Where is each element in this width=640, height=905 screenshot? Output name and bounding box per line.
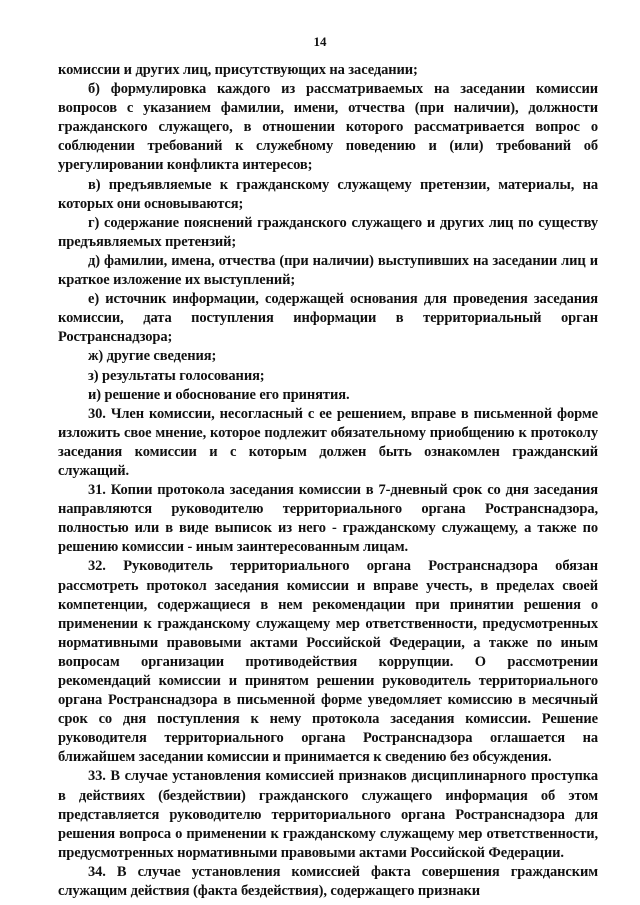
paragraph-item-e: е) источник информации, содержащей основания для проведения заседания комиссии, дата поступления информации в территориальный орган Ространснадзора; xyxy=(58,291,598,346)
paragraph-item-z: з) результаты голосования; xyxy=(88,367,265,384)
paragraph-continuation: комиссии и других лиц, присутствующих на заседании; xyxy=(58,62,418,78)
paragraph-clause-30: 30. Член комиссии, несогласный с ее решением, вправе в письменной форме изложить свое мнение, которое подлежит обязательному приобщению к протоколу заседания комиссии и с которым должен быть ознакомлен гражданский служащий. xyxy=(58,405,598,479)
document-body xyxy=(58,61,598,901)
paragraph-item-g: г) содержание пояснений гражданского служащего и других лиц по существу предъявляемых претензий; xyxy=(58,214,598,250)
page-number: 14 xyxy=(313,34,327,49)
paragraph-item-i: и) решение и обоснование его принятия. xyxy=(88,386,350,403)
paragraph-item-b: б) формулировка каждого из рассматриваемых на заседании комиссии вопросов с указанием фамилии, имени, отчества (при наличии), должности гражданского служащего, в отношении которого рассматривается вопрос о соблюдении требований к служебному поведению и (или) требований об урегулировании конфликта интересов; xyxy=(58,81,598,174)
paragraph-clause-31: 31. Копии протокола заседания комиссии в 7-дневный срок со дня заседания направляются руководителю территориального органа Ространснадзора, полностью или в виде выписок из него - гражданскому служащему, а также по решению комиссии - иным заинтересованным лицам. xyxy=(58,482,598,556)
paragraph-clause-33: 33. В случае установления комиссией признаков дисциплинарного проступка в действиях (бездействии) гражданского служащего информация об этом представляется руководителю территориального органа Ространснадзора для решения вопроса о применении к гражданскому служащему мер ответственности, предусмотренных нормативными правовыми актами Российской Федерации. xyxy=(58,768,598,861)
paragraph-item-zh: ж) другие сведения; xyxy=(88,348,217,365)
paragraph-item-v: в) предъявляемые к гражданскому служащему претензии, материалы, на которых они основываются; xyxy=(58,176,598,212)
paragraph-item-d: д) фамилии, имена, отчества (при наличии) выступивших на заседании лиц и краткое изложение их выступлений; xyxy=(58,252,598,289)
paragraph-clause-34: 34. В случае установления комиссией факта совершения гражданским служащим действия (факта бездействия), содержащего признаки xyxy=(58,863,598,900)
paragraph-clause-32: 32. Руководитель территориального органа Ространснадзора обязан рассмотреть протокол заседания комиссии и вправе учесть, в пределах своей компетенции, содержащиеся в нем рекомендации при принятии решения о применении к гражданскому служащему мер ответственности, предусмотренных нормативными правовыми актами Российской Федерации, а также по иным вопросам организации противодействия коррупции. О рассмотрении рекомендаций комиссии и принятом решении руководитель территориального органа Ространснадзора в письменной форме уведомляет комиссию в месячный срок со дня поступления к нему протокола заседания комиссии. Решение руководителя территориального органа Ространснадзора оглашается на ближайшем заседании комиссии и принимается к сведению без обсуждения. xyxy=(58,558,598,766)
